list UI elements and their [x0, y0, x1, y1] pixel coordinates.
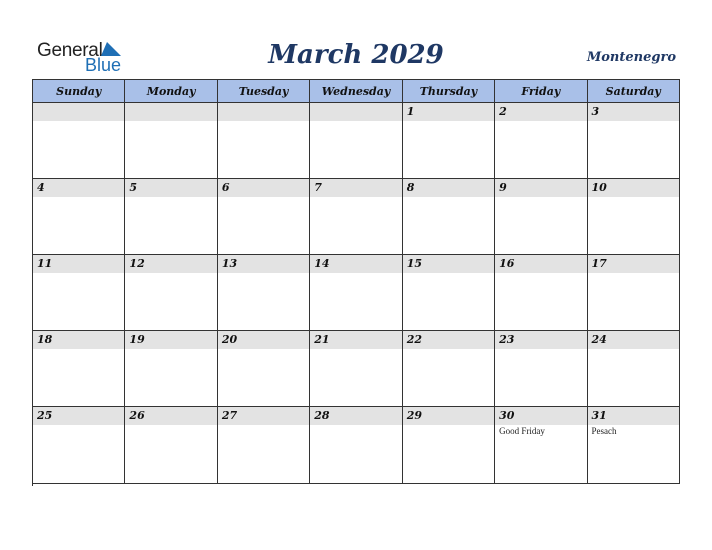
- day-cell[interactable]: [403, 331, 495, 407]
- day-cell[interactable]: [495, 331, 587, 407]
- day-number: 19: [129, 333, 145, 346]
- day-cell[interactable]: [588, 255, 680, 331]
- day-number-band: [125, 103, 216, 121]
- day-number-band: [495, 103, 586, 121]
- weekday-header: Saturday: [588, 80, 680, 103]
- day-number: 13: [221, 257, 238, 270]
- day-number: 26: [129, 409, 145, 422]
- week-row: [33, 331, 680, 407]
- day-cell[interactable]: [218, 103, 310, 179]
- week-row: [33, 255, 680, 331]
- day-number-band: [125, 255, 216, 273]
- day-number-band: [33, 179, 124, 197]
- day-cell[interactable]: [33, 331, 125, 407]
- day-cell[interactable]: [495, 103, 587, 179]
- day-number-band: [403, 255, 494, 273]
- day-cell[interactable]: [125, 331, 217, 407]
- weekday-header: Monday: [125, 80, 217, 103]
- day-number-band: [125, 179, 216, 197]
- weekday-header: Tuesday: [218, 80, 310, 103]
- day-number: 24: [591, 333, 607, 346]
- day-cell[interactable]: [495, 407, 587, 484]
- day-number-band: [403, 179, 494, 197]
- day-number: 14: [314, 257, 330, 270]
- day-number-band: [403, 103, 494, 121]
- day-number: 25: [37, 409, 53, 422]
- day-number-band: [218, 331, 309, 349]
- day-number: 5: [129, 181, 138, 194]
- day-number-band: [33, 103, 124, 121]
- day-number: 16: [499, 257, 515, 270]
- day-number-band: [495, 255, 586, 273]
- day-number: 17: [591, 257, 607, 270]
- day-cell[interactable]: [310, 179, 402, 255]
- day-cell[interactable]: [310, 331, 402, 407]
- day-number-band: [495, 407, 586, 425]
- weekday-header-row: [33, 80, 680, 103]
- day-number-band: [218, 103, 309, 121]
- day-number: 6: [221, 181, 230, 194]
- day-number-band: [588, 103, 679, 121]
- day-number: 1: [406, 105, 415, 118]
- day-number: 4: [37, 181, 45, 194]
- day-number-band: [495, 331, 586, 349]
- holiday-label: Pesach: [591, 426, 617, 436]
- day-cell[interactable]: [588, 331, 680, 407]
- day-cell[interactable]: [310, 103, 402, 179]
- day-cell[interactable]: [218, 331, 310, 407]
- weekday-header: Wednesday: [310, 80, 402, 103]
- day-number-band: [125, 407, 216, 425]
- day-cell[interactable]: [125, 179, 217, 255]
- day-number-band: [218, 407, 309, 425]
- day-cell[interactable]: [125, 255, 217, 331]
- day-number: 12: [129, 257, 145, 270]
- day-cell[interactable]: [310, 255, 402, 331]
- country-label: Montenegro: [586, 50, 676, 65]
- day-number-band: [33, 407, 124, 425]
- day-number-band: [495, 179, 586, 197]
- day-number-band: [403, 407, 494, 425]
- week-row: [33, 407, 680, 484]
- day-number: 11: [37, 257, 53, 270]
- day-number: 7: [314, 181, 322, 194]
- day-cell[interactable]: [125, 103, 217, 179]
- day-cell[interactable]: [495, 179, 587, 255]
- day-cell[interactable]: [218, 255, 310, 331]
- calendar-grid: [32, 79, 680, 486]
- week-row: [33, 179, 680, 255]
- day-number-band: [588, 179, 679, 197]
- day-number-band: [310, 255, 401, 273]
- weekday-header: Friday: [495, 80, 587, 103]
- day-cell[interactable]: [33, 103, 125, 179]
- day-number-band: [125, 331, 216, 349]
- day-number: 10: [591, 181, 607, 194]
- day-number-band: [218, 255, 309, 273]
- day-cell[interactable]: [588, 407, 680, 484]
- holiday-label: Good Friday: [499, 426, 545, 436]
- day-cell[interactable]: [403, 179, 495, 255]
- day-number-band: [310, 407, 401, 425]
- day-cell[interactable]: [495, 255, 587, 331]
- day-cell[interactable]: [218, 179, 310, 255]
- day-cell[interactable]: [588, 179, 680, 255]
- day-number: 28: [314, 409, 330, 422]
- weekday-header: Sunday: [33, 80, 125, 103]
- day-number: 2: [499, 105, 507, 118]
- day-number-band: [588, 331, 679, 349]
- day-number: 9: [499, 181, 507, 194]
- day-cell[interactable]: [403, 103, 495, 179]
- day-cell[interactable]: [33, 255, 125, 331]
- weekday-header: Thursday: [403, 80, 495, 103]
- day-cell[interactable]: [403, 407, 495, 484]
- day-number-band: [588, 407, 679, 425]
- day-number: 23: [499, 333, 515, 346]
- calendar-title: March 2029: [268, 40, 444, 70]
- day-number: 15: [406, 257, 422, 270]
- logo-text-general: General: [37, 40, 103, 61]
- day-number-band: [33, 255, 124, 273]
- week-row: [33, 103, 680, 179]
- day-number: 27: [221, 409, 238, 422]
- day-number: 30: [499, 409, 515, 422]
- day-number: 18: [37, 333, 53, 346]
- day-cell[interactable]: [33, 179, 125, 255]
- day-number: 31: [591, 409, 607, 422]
- day-number-band: [588, 255, 679, 273]
- day-number: 8: [406, 181, 415, 194]
- day-number: 21: [314, 333, 330, 346]
- day-cell[interactable]: [218, 407, 310, 484]
- day-number: 20: [221, 333, 238, 346]
- day-number-band: [218, 179, 309, 197]
- day-number-band: [33, 331, 124, 349]
- day-number: 22: [406, 333, 422, 346]
- day-number-band: [403, 331, 494, 349]
- day-number-band: [310, 103, 401, 121]
- day-number: 29: [406, 409, 422, 422]
- day-cell[interactable]: [310, 407, 402, 484]
- day-cell[interactable]: [33, 407, 125, 484]
- logo-text-blue: Blue: [85, 55, 122, 75]
- day-number: 3: [591, 105, 600, 118]
- day-number-band: [310, 331, 401, 349]
- day-cell[interactable]: [125, 407, 217, 484]
- day-cell[interactable]: [403, 255, 495, 331]
- day-cell[interactable]: [588, 103, 680, 179]
- day-number-band: [310, 179, 401, 197]
